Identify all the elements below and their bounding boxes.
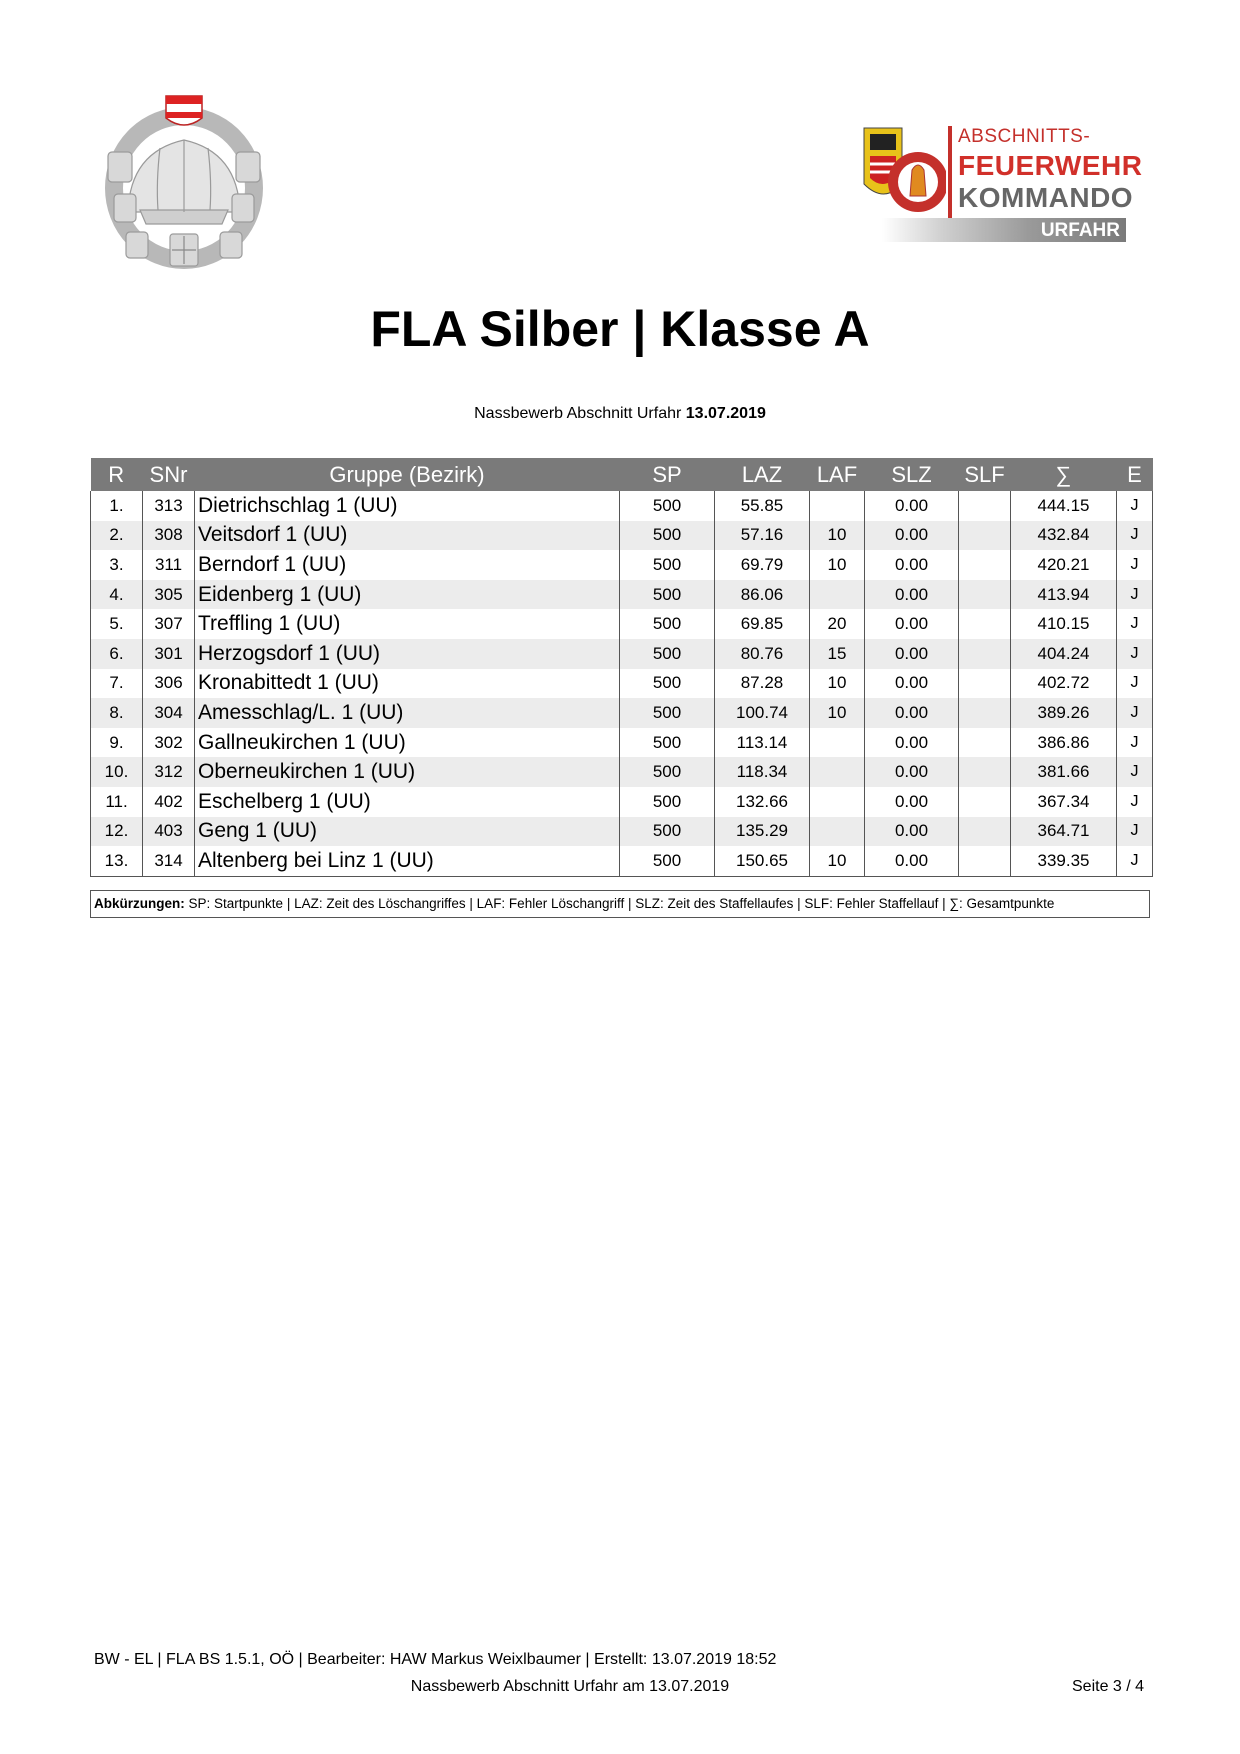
cell-gruppe: Treffling 1 (UU)	[195, 609, 620, 639]
cell-laz: 80.76	[715, 639, 810, 669]
cell-e: J	[1117, 521, 1153, 551]
cell-slf	[959, 521, 1011, 551]
cell-laz: 135.29	[715, 817, 810, 847]
cell-snr: 403	[143, 817, 195, 847]
cell-sum: 381.66	[1011, 757, 1117, 787]
col-header-laz: LAZ	[715, 458, 810, 491]
page-title: FLA Silber | Klasse A	[370, 301, 870, 357]
cell-r: 3.	[91, 550, 143, 580]
cell-gruppe: Altenberg bei Linz 1 (UU)	[195, 846, 620, 876]
cell-sum: 444.15	[1011, 491, 1117, 521]
cell-laz: 69.85	[715, 609, 810, 639]
cell-r: 4.	[91, 580, 143, 610]
cell-e: J	[1117, 491, 1153, 521]
event-name: Nassbewerb Abschnitt Urfahr	[474, 405, 682, 422]
cell-snr: 311	[143, 550, 195, 580]
cell-laf: 10	[810, 698, 865, 728]
col-header-sum: ∑	[1011, 458, 1117, 491]
cell-laz: 86.06	[715, 580, 810, 610]
cell-laz: 118.34	[715, 757, 810, 787]
cell-slz: 0.00	[865, 491, 959, 521]
cell-slz: 0.00	[865, 757, 959, 787]
cell-laf	[810, 757, 865, 787]
cell-sum: 389.26	[1011, 698, 1117, 728]
cell-sp: 500	[620, 491, 715, 521]
cell-slz: 0.00	[865, 580, 959, 610]
table-row	[91, 669, 1153, 699]
cell-sp: 500	[620, 609, 715, 639]
cell-gruppe: Berndorf 1 (UU)	[195, 550, 620, 580]
cell-r: 13.	[91, 846, 143, 876]
cell-slf	[959, 817, 1011, 847]
table-row	[91, 698, 1153, 728]
cell-slf	[959, 550, 1011, 580]
cell-e: J	[1117, 787, 1153, 817]
logo-line-urfahr: URFAHR	[1040, 220, 1120, 241]
cell-slz: 0.00	[865, 639, 959, 669]
cell-gruppe: Gallneukirchen 1 (UU)	[195, 728, 620, 758]
logo-line-abschnitts: ABSCHNITTS-	[958, 126, 1091, 147]
cell-laf	[810, 728, 865, 758]
col-header-snr: SNr	[143, 458, 195, 491]
cell-gruppe: Eschelberg 1 (UU)	[195, 787, 620, 817]
coat-of-arms-icon	[862, 124, 946, 220]
cell-e: J	[1117, 698, 1153, 728]
cell-laz: 150.65	[715, 846, 810, 876]
footer-meta: BW - EL | FLA BS 1.5.1, OÖ | Bearbeiter: HAW Markus Weixlbaumer | Erstellt: 13.07.2019 18:52	[94, 1651, 777, 1668]
cell-snr: 312	[143, 757, 195, 787]
cell-slf	[959, 728, 1011, 758]
cell-laz: 57.16	[715, 521, 810, 551]
cell-gruppe: Oberneukirchen 1 (UU)	[195, 757, 620, 787]
cell-r: 8.	[91, 698, 143, 728]
table-row	[91, 817, 1153, 847]
abbreviations-legend	[90, 890, 1150, 918]
table-row	[91, 580, 1153, 610]
cell-sum: 432.84	[1011, 521, 1117, 551]
cell-sum: 402.72	[1011, 669, 1117, 699]
cell-sum: 420.21	[1011, 550, 1117, 580]
cell-sum: 413.94	[1011, 580, 1117, 610]
footer-page-number: Seite 3 / 4	[1072, 1678, 1145, 1695]
cell-laf: 10	[810, 669, 865, 699]
cell-laf: 10	[810, 846, 865, 876]
cell-slf	[959, 757, 1011, 787]
cell-sp: 500	[620, 728, 715, 758]
cell-e: J	[1117, 728, 1153, 758]
footer-event: Nassbewerb Abschnitt Urfahr am 13.07.2019	[410, 1678, 730, 1695]
cell-slz: 0.00	[865, 550, 959, 580]
col-header-slz: SLZ	[865, 458, 959, 491]
event-date: 13.07.2019	[685, 405, 766, 422]
cell-gruppe: Eidenberg 1 (UU)	[195, 580, 620, 610]
table-row	[91, 639, 1153, 669]
col-header-sp: SP	[620, 458, 715, 491]
cell-e: J	[1117, 609, 1153, 639]
abschnitts-feuerwehrkommando-logo	[862, 120, 1150, 244]
cell-laz: 100.74	[715, 698, 810, 728]
cell-gruppe: Dietrichschlag 1 (UU)	[195, 491, 620, 521]
cell-slz: 0.00	[865, 698, 959, 728]
table-row	[91, 521, 1153, 551]
table-row	[91, 757, 1153, 787]
cell-e: J	[1117, 550, 1153, 580]
col-header-gruppe: Gruppe (Bezirk)	[195, 458, 620, 491]
table-row	[91, 609, 1153, 639]
col-header-slf: SLF	[959, 458, 1011, 491]
cell-slz: 0.00	[865, 521, 959, 551]
cell-r: 10.	[91, 757, 143, 787]
cell-snr: 306	[143, 669, 195, 699]
cell-sp: 500	[620, 698, 715, 728]
cell-slf	[959, 698, 1011, 728]
cell-r: 2.	[91, 521, 143, 551]
table-row	[91, 787, 1153, 817]
cell-slf	[959, 846, 1011, 876]
col-header-e: E	[1117, 458, 1153, 491]
cell-sp: 500	[620, 817, 715, 847]
cell-slz: 0.00	[865, 846, 959, 876]
cell-sp: 500	[620, 787, 715, 817]
cell-slf	[959, 787, 1011, 817]
cell-gruppe: Geng 1 (UU)	[195, 817, 620, 847]
cell-r: 9.	[91, 728, 143, 758]
cell-r: 7.	[91, 669, 143, 699]
cell-laf	[810, 817, 865, 847]
cell-sum: 364.71	[1011, 817, 1117, 847]
table-header-row	[91, 458, 1153, 491]
cell-gruppe: Herzogsdorf 1 (UU)	[195, 639, 620, 669]
cell-slf	[959, 491, 1011, 521]
results-table	[90, 458, 1153, 877]
cell-gruppe: Veitsdorf 1 (UU)	[195, 521, 620, 551]
cell-laf	[810, 580, 865, 610]
cell-laf: 15	[810, 639, 865, 669]
event-subtitle	[0, 405, 1240, 423]
cell-snr: 301	[143, 639, 195, 669]
cell-sp: 500	[620, 669, 715, 699]
oebfv-emblem	[100, 92, 268, 270]
cell-laf: 10	[810, 550, 865, 580]
cell-sum: 339.35	[1011, 846, 1117, 876]
col-header-laf: LAF	[810, 458, 865, 491]
cell-laz: 69.79	[715, 550, 810, 580]
cell-snr: 314	[143, 846, 195, 876]
cell-sp: 500	[620, 757, 715, 787]
logo-line-kommando: KOMMANDO	[958, 182, 1134, 213]
cell-slf	[959, 580, 1011, 610]
cell-sum: 404.24	[1011, 639, 1117, 669]
cell-gruppe: Kronabittedt 1 (UU)	[195, 669, 620, 699]
cell-laz: 132.66	[715, 787, 810, 817]
cell-slz: 0.00	[865, 817, 959, 847]
cell-e: J	[1117, 757, 1153, 787]
cell-sum: 386.86	[1011, 728, 1117, 758]
col-header-r: R	[91, 458, 143, 491]
cell-laf	[810, 491, 865, 521]
cell-slz: 0.00	[865, 609, 959, 639]
table-row	[91, 728, 1153, 758]
cell-snr: 302	[143, 728, 195, 758]
logo-line-feuerwehr: FEUERWEHR	[958, 150, 1143, 181]
cell-gruppe: Amesschlag/L. 1 (UU)	[195, 698, 620, 728]
table-row	[91, 550, 1153, 580]
cell-e: J	[1117, 846, 1153, 876]
cell-snr: 313	[143, 491, 195, 521]
cell-sum: 410.15	[1011, 609, 1117, 639]
cell-snr: 307	[143, 609, 195, 639]
cell-snr: 304	[143, 698, 195, 728]
cell-sp: 500	[620, 846, 715, 876]
cell-r: 5.	[91, 609, 143, 639]
cell-laz: 113.14	[715, 728, 810, 758]
cell-slf	[959, 669, 1011, 699]
cell-snr: 305	[143, 580, 195, 610]
cell-laz: 87.28	[715, 669, 810, 699]
cell-laf	[810, 787, 865, 817]
legend-label: Abkürzungen:	[94, 896, 185, 911]
cell-e: J	[1117, 669, 1153, 699]
cell-slz: 0.00	[865, 669, 959, 699]
cell-sum: 367.34	[1011, 787, 1117, 817]
cell-snr: 402	[143, 787, 195, 817]
cell-laf: 20	[810, 609, 865, 639]
cell-slz: 0.00	[865, 728, 959, 758]
legend-text: SP: Startpunkte | LAZ: Zeit des Löschangriffes | LAF: Fehler Löschangriff | SLZ: Zeit des Staffellaufes | SLF: Fehler Staffellauf | ∑: Gesamtpunkte	[188, 896, 1055, 911]
cell-e: J	[1117, 639, 1153, 669]
cell-slf	[959, 609, 1011, 639]
cell-snr: 308	[143, 521, 195, 551]
table-row	[91, 491, 1153, 521]
cell-r: 11.	[91, 787, 143, 817]
cell-sp: 500	[620, 580, 715, 610]
table-row	[91, 846, 1153, 876]
cell-laz: 55.85	[715, 491, 810, 521]
cell-sp: 500	[620, 521, 715, 551]
cell-r: 12.	[91, 817, 143, 847]
cell-e: J	[1117, 817, 1153, 847]
cell-r: 6.	[91, 639, 143, 669]
cell-slf	[959, 639, 1011, 669]
cell-e: J	[1117, 580, 1153, 610]
cell-sp: 500	[620, 550, 715, 580]
cell-slz: 0.00	[865, 787, 959, 817]
cell-laf: 10	[810, 521, 865, 551]
cell-r: 1.	[91, 491, 143, 521]
cell-sp: 500	[620, 639, 715, 669]
